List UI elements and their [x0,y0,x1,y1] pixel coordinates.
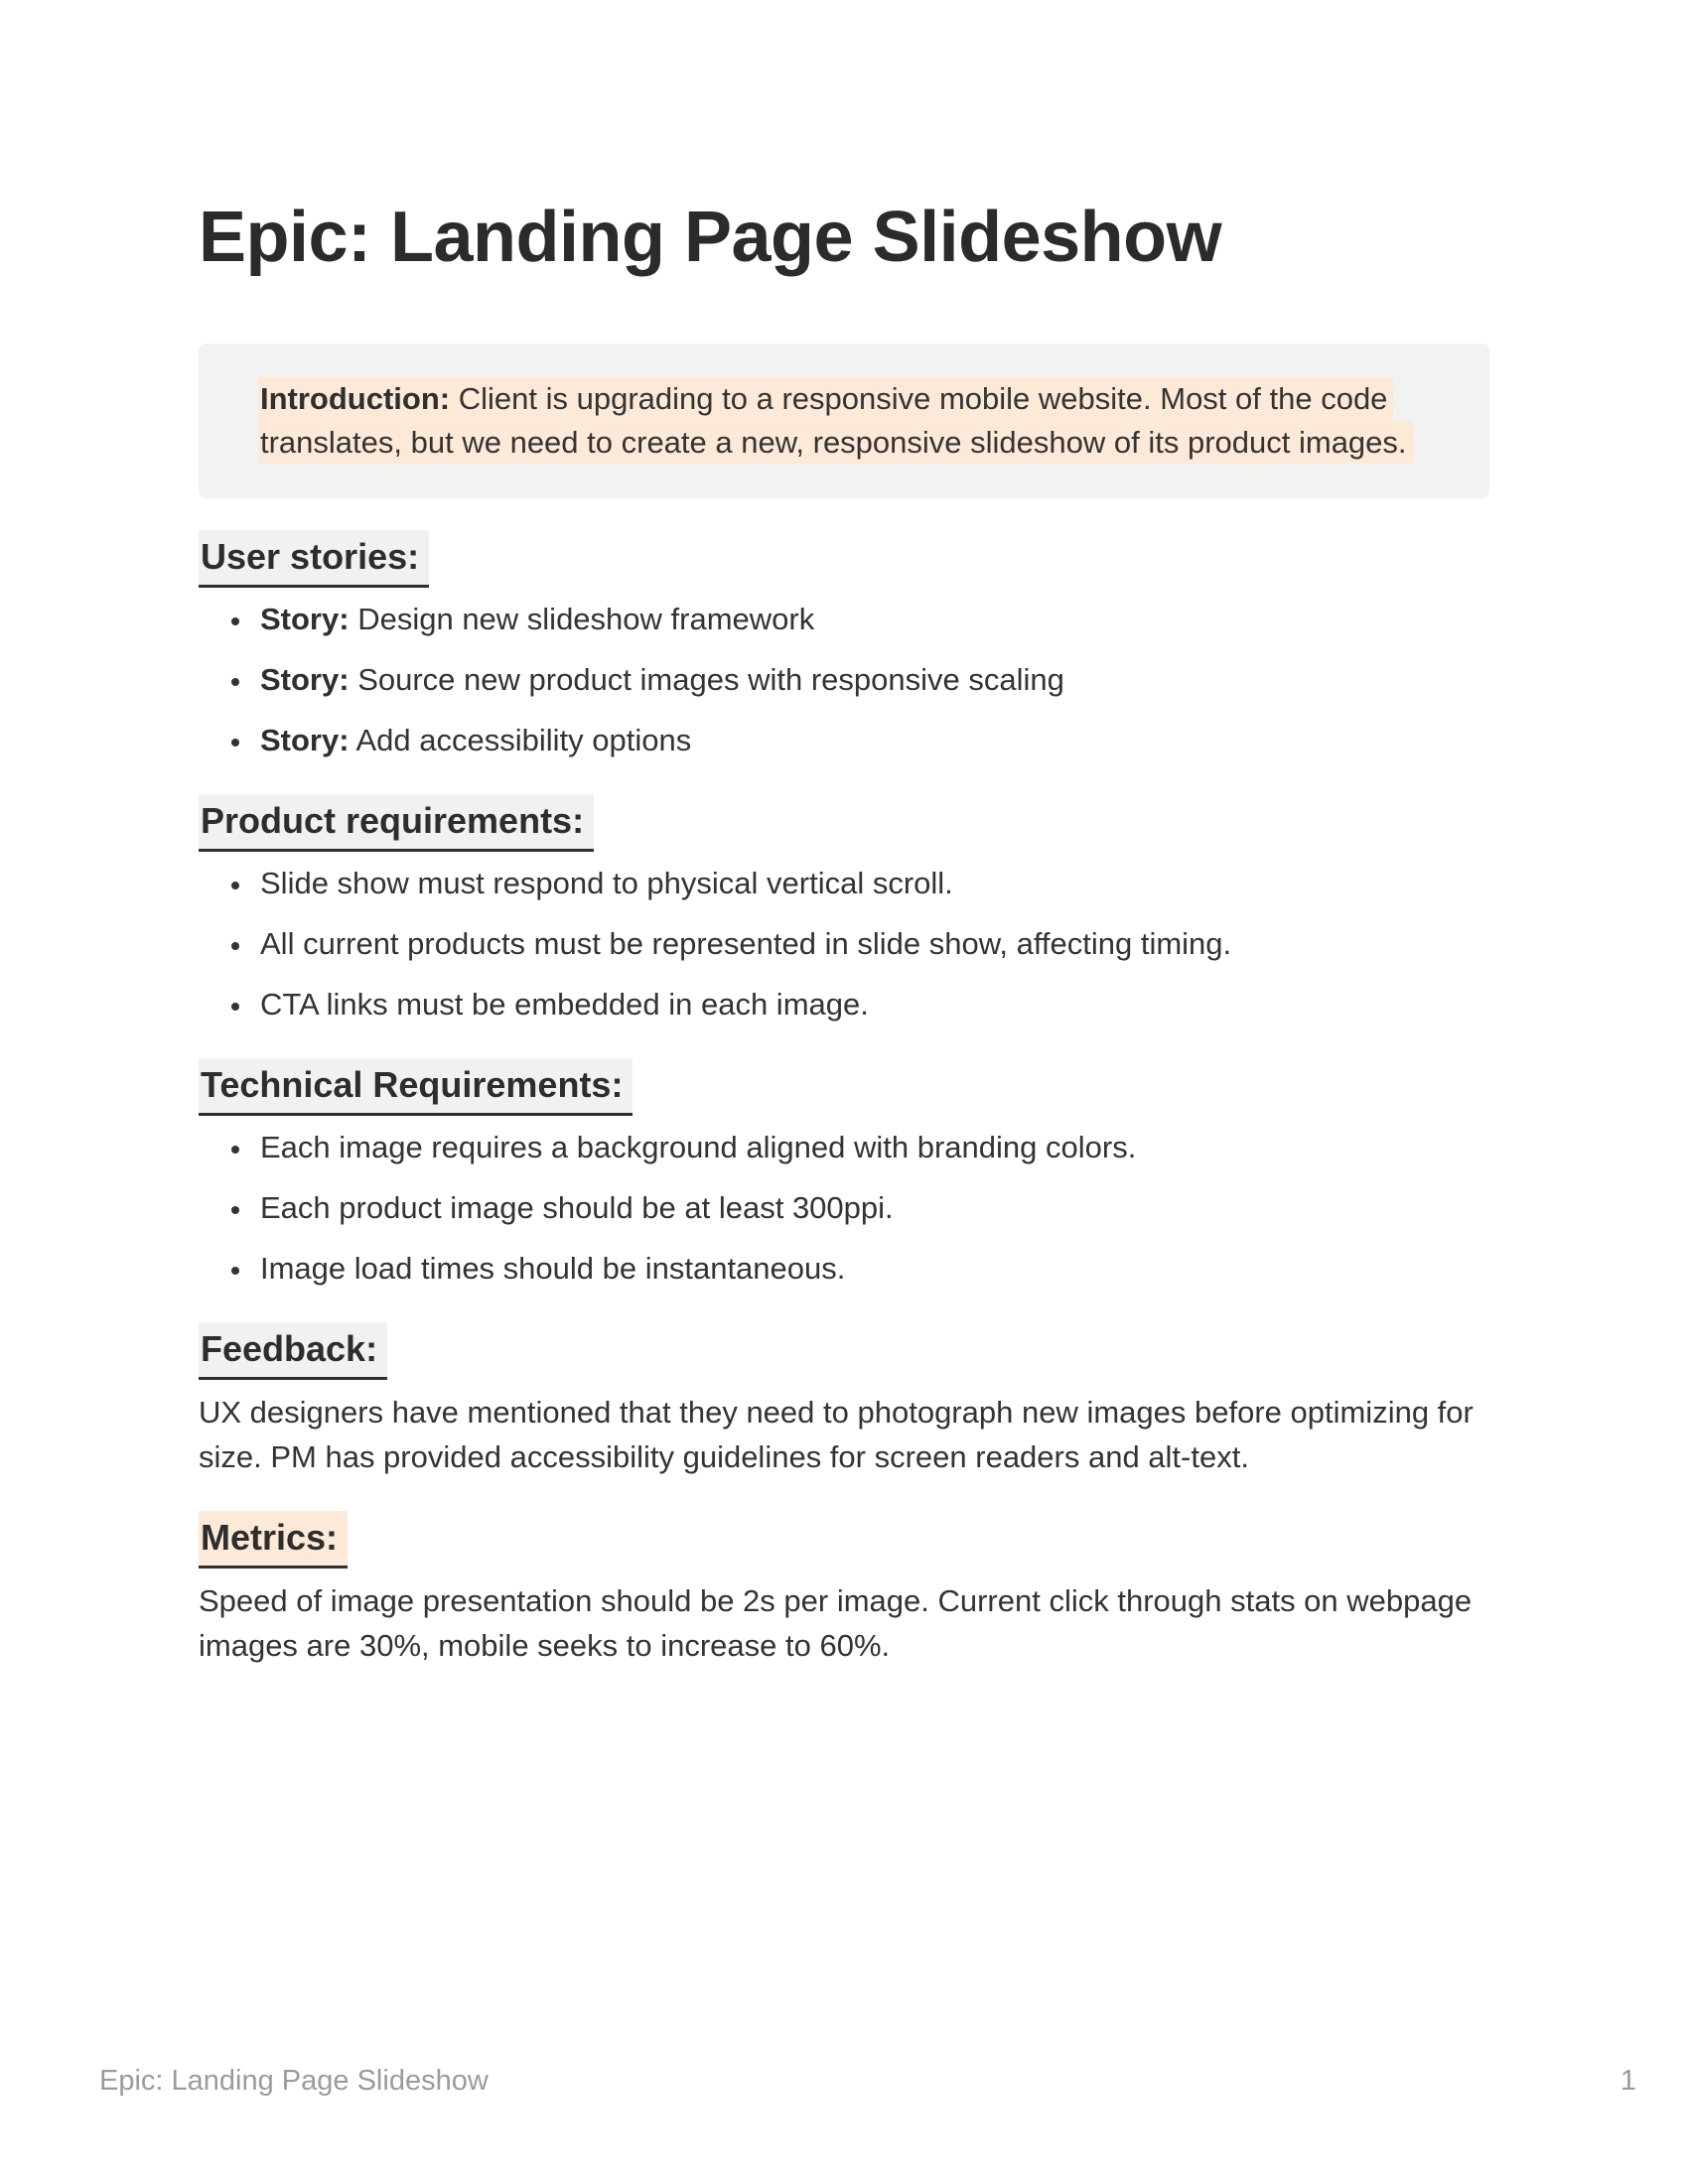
section-heading-technical-requirements: Technical Requirements: [199,1058,1489,1116]
introduction-callout [199,343,1489,498]
footer-document-title: Epic: Landing Page Slideshow [99,2065,489,2097]
list-item: • Each image requires a background aligned with branding colors. [254,1126,1489,1169]
list-item: • Image load times should be instantaneous. [254,1247,1489,1291]
list-item: • Slide show must respond to physical vertical scroll. [254,862,1489,905]
list-item: • Story: Design new slideshow framework [254,598,1489,641]
list-item: • Story: Add accessibility options [254,719,1489,762]
section-heading-metrics: Metrics: [199,1511,1489,1569]
page-title: Epic: Landing Page Slideshow [199,198,1222,277]
introduction-paragraph [258,377,1430,465]
metrics-paragraph: Speed of image presentation should be 2s per image. Current click through stats on webpage images are 30%, mobile seeks to increase to 60%. [199,1583,1473,1663]
section-heading-feedback: Feedback: [199,1322,1489,1380]
footer-page-number: 1 [1619,2065,1636,2097]
product-requirements-list [199,862,1489,1026]
section-heading-user-stories: User stories: [199,530,1489,588]
list-item: • All current products must be represented in slide show, affecting timing. [254,922,1489,966]
technical-requirements-list [199,1126,1489,1291]
section-heading-product-requirements: Product requirements: [199,794,1489,852]
list-item: • Each product image should be at least 300ppi. [254,1186,1489,1230]
feedback-paragraph: UX designers have mentioned that they need to photograph new images before optimizing for size. PM has provided accessibility guidelines for screen readers and alt-text. [199,1395,1474,1474]
user-stories-list [199,598,1489,762]
introduction-text: Client is upgrading to a responsive mobile website. Most of the code translates, but we need to create a new, responsive slideshow of its product images. [260,381,1407,460]
list-item: • CTA links must be embedded in each image. [254,983,1489,1026]
introduction-label: Introduction: [260,381,451,416]
page-footer [99,2059,1636,2103]
list-item: • Story: Source new product images with responsive scaling [254,658,1489,702]
